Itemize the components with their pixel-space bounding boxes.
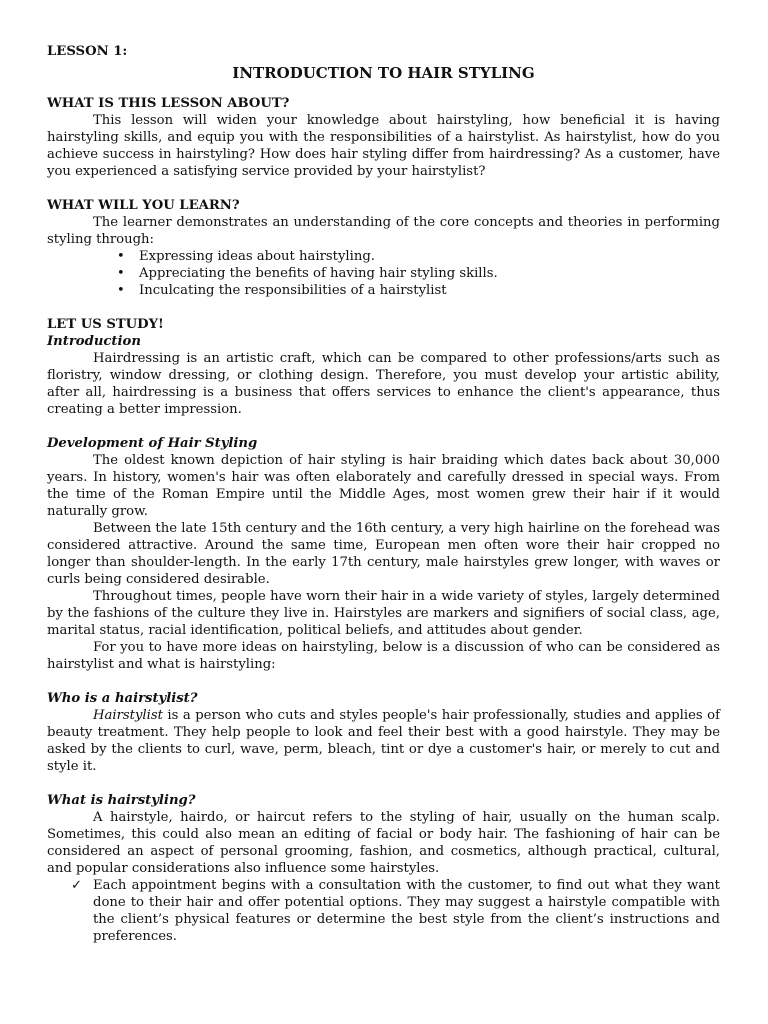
hairstylist-term: Hairstylist [93,708,163,723]
bullet-icon: • [117,249,125,264]
checkmark-icon: ✓ [71,878,83,893]
development-heading: Development of Hair Styling [47,436,258,451]
development-paragraph: Throughout times, people have worn their hair in a wide variety of styles, largely determined by the fashions of the culture they live in. Hairstyles are markers and signifiers of social class, age, marital status, racial identification, political beliefs, and attitudes about gender. [47,589,720,638]
spacer [47,299,720,316]
list-item-text: Expressing ideas about hairstyling. [139,249,375,264]
who-paragraph [47,707,720,775]
spacer [47,673,720,690]
list-item [71,877,720,945]
bullet-icon: • [117,266,125,281]
spacer [47,418,720,435]
who-text: is a person who cuts and styles people's hair professionally, studies and applies of beauty treatment. They help people to look and feel their best with a good hairstyle. They may be asked by the clients to curl, wave, perm, bleach, tint or dye a customer's hair, or merely to cut and style it. [47,708,720,774]
learn-bullet-list [47,248,720,299]
spacer [47,180,720,197]
who-heading: Who is a hairstylist? [47,691,198,706]
list-item-text: Appreciating the benefits of having hair styling skills. [139,266,498,281]
learn-heading: WHAT WILL YOU LEARN? [47,198,240,213]
learn-paragraph: The learner demonstrates an understanding of the core concepts and theories in performing styling through: [47,215,720,247]
what-paragraph: A hairstyle, hairdo, or haircut refers to the styling of hair, usually on the human scalp. Sometimes, this could also mean an editing of facial or body hair. The fashioning of hair can be considered an aspect of personal grooming, fashion, and cosmetics, although practical, cultural, and popular considerations also influence some hairstyles. [47,810,720,876]
introduction-heading: Introduction [47,334,141,349]
list-item-text: Inculcating the responsibilities of a hairstylist [139,283,447,298]
list-item-text: Each appointment begins with a consultation with the customer, to find out what they want done to their hair and offer potential options. They may suggest a hairstyle compatible with the client’s physical features or determine the best style from the client’s instructions and preferences. [93,878,720,944]
study-heading: LET US STUDY! [47,317,164,332]
list-item [117,265,720,282]
about-paragraph: This lesson will widen your knowledge about hairstyling, how beneficial it is having hairstyling skills, and equip you with the responsibilities of a hairstylist. As hairstylist, how do you achieve success in hairstyling? How does hair styling differ from hairdressing? As a customer, have you experienced a satisfying service provided by your hairstylist? [47,113,720,179]
document-page [47,43,720,945]
introduction-paragraph: Hairdressing is an artistic craft, which can be compared to other professions/arts such as floristry, window dressing, or clothing design. Therefore, you must develop your artistic ability, after all, hairdressing is a business that offers services to enhance the client's appearance, thus creating a better impression. [47,351,720,417]
development-paragraph: The oldest known depiction of hair styling is hair braiding which dates back about 30,000 years. In history, women's hair was often elaborately and carefully dressed in special ways. From the time of the Roman Empire until the Middle Ages, most women grew their hair if it would naturally grow. [47,453,720,519]
list-item [117,248,720,265]
what-heading: What is hairstyling? [47,793,196,808]
about-heading: WHAT IS THIS LESSON ABOUT? [47,96,290,111]
checklist [47,877,720,945]
development-paragraph: For you to have more ideas on hairstyling, below is a discussion of who can be considered as hairstylist and what is hairstyling: [47,640,720,672]
development-paragraph: Between the late 15th century and the 16th century, a very high hairline on the forehead was considered attractive. Around the same time, European men often wore their hair cropped no longer than shoulder-length. In the early 17th century, male hairstyles grew longer, with waves or curls being considered desirable. [47,521,720,587]
lesson-label: LESSON 1: [47,44,128,59]
page-title: INTRODUCTION TO HAIR STYLING [232,64,535,82]
bullet-icon: • [117,283,125,298]
spacer [47,775,720,792]
list-item [117,282,720,299]
